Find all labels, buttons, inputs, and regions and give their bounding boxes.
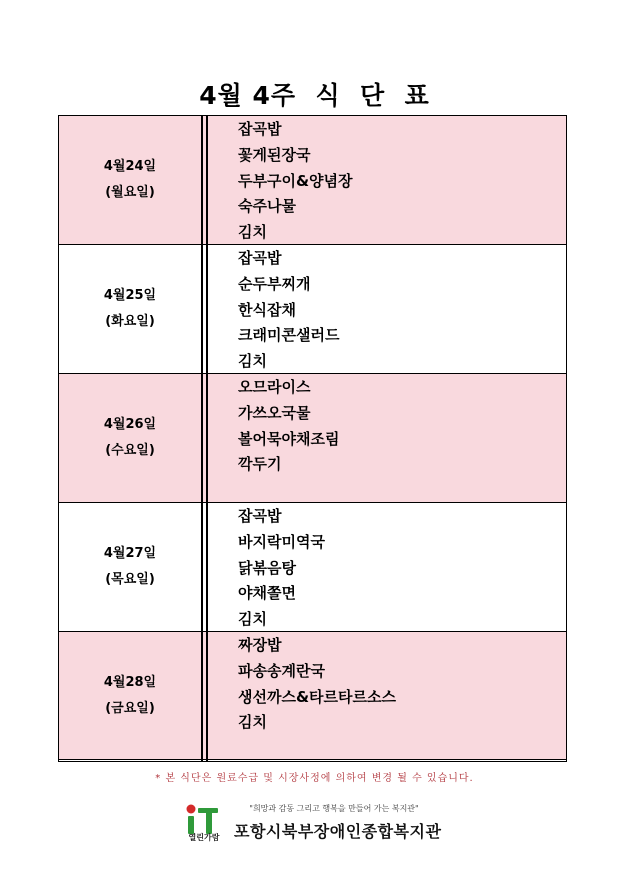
notice-text: * 본 식단은 원료수급 및 시장사정에 의하여 변경 될 수 있습니다.	[155, 773, 474, 784]
day-row-tue	[59, 245, 566, 374]
menu-item: 오므라이스	[238, 378, 311, 396]
menu-item: 두부구이&양념장	[238, 171, 353, 190]
menu-item: 한식잡채	[238, 300, 296, 319]
date-label: 4월26일	[103, 417, 157, 432]
column-divider	[201, 116, 203, 761]
date-cell	[59, 245, 201, 373]
menu-item: 숙주나물	[238, 197, 296, 216]
date-label: 4월24일	[103, 159, 157, 174]
menu-item: 꽃게된장국	[238, 145, 311, 164]
slogan: "희망과 감동 그리고 행복을 만들어 가는 복지관"	[249, 804, 419, 813]
weekday-label: (화요일)	[105, 314, 155, 329]
date-cell	[59, 632, 201, 759]
page-title: 4월 4주 식 단 표	[199, 81, 430, 110]
menu-item: 잡곡밥	[238, 120, 282, 138]
day-row-fri	[59, 632, 566, 760]
date-cell	[59, 503, 201, 631]
menu-item: 야채쫄면	[238, 584, 296, 603]
date-cell	[59, 116, 201, 244]
menu-item: 김치	[238, 713, 267, 732]
day-row-mon	[59, 116, 566, 245]
weekday-label: (금요일)	[105, 700, 155, 716]
menu-item: 잡곡밥	[238, 507, 282, 525]
day-row-wed	[59, 374, 566, 503]
weekday-label: (목요일)	[105, 572, 155, 587]
date-label: 4월27일	[103, 546, 157, 561]
menu-item: 볼어묵야채조림	[238, 429, 340, 448]
menu-table	[58, 115, 567, 762]
menu-item: 크래미콘샐러드	[238, 326, 340, 345]
menu-item: 순두부찌개	[238, 274, 311, 293]
menu-item: 가쓰오국물	[238, 403, 311, 422]
menu-items	[238, 246, 566, 375]
date-label: 4월28일	[103, 674, 157, 690]
menu-items	[238, 633, 566, 736]
menu-item: 김치	[238, 223, 267, 242]
weekday-label: (월요일)	[105, 185, 155, 200]
menu-item: 바지락미역국	[238, 532, 325, 551]
logo-text: 열린가람	[188, 833, 220, 842]
date-cell	[59, 374, 201, 502]
menu-item: 닭볶음탕	[238, 558, 296, 577]
menu-item: 파송송계란국	[238, 661, 325, 680]
menu-items	[238, 504, 566, 633]
menu-items	[238, 117, 566, 246]
menu-item: 짜장밥	[238, 636, 282, 654]
day-row-thu	[59, 503, 566, 632]
weekday-label: (수요일)	[105, 443, 155, 458]
organization-name: 포항시북부장애인종합복지관	[234, 822, 442, 841]
date-label: 4월25일	[103, 288, 157, 303]
footer	[182, 800, 442, 850]
menu-item: 잡곡밥	[238, 249, 282, 267]
menu-item: 김치	[238, 352, 267, 371]
menu-item: 깍두기	[238, 455, 282, 474]
menu-items	[238, 375, 566, 478]
menu-item: 김치	[238, 610, 267, 629]
menu-item: 생선까스&타르타르소스	[238, 687, 396, 706]
column-divider	[206, 116, 208, 761]
